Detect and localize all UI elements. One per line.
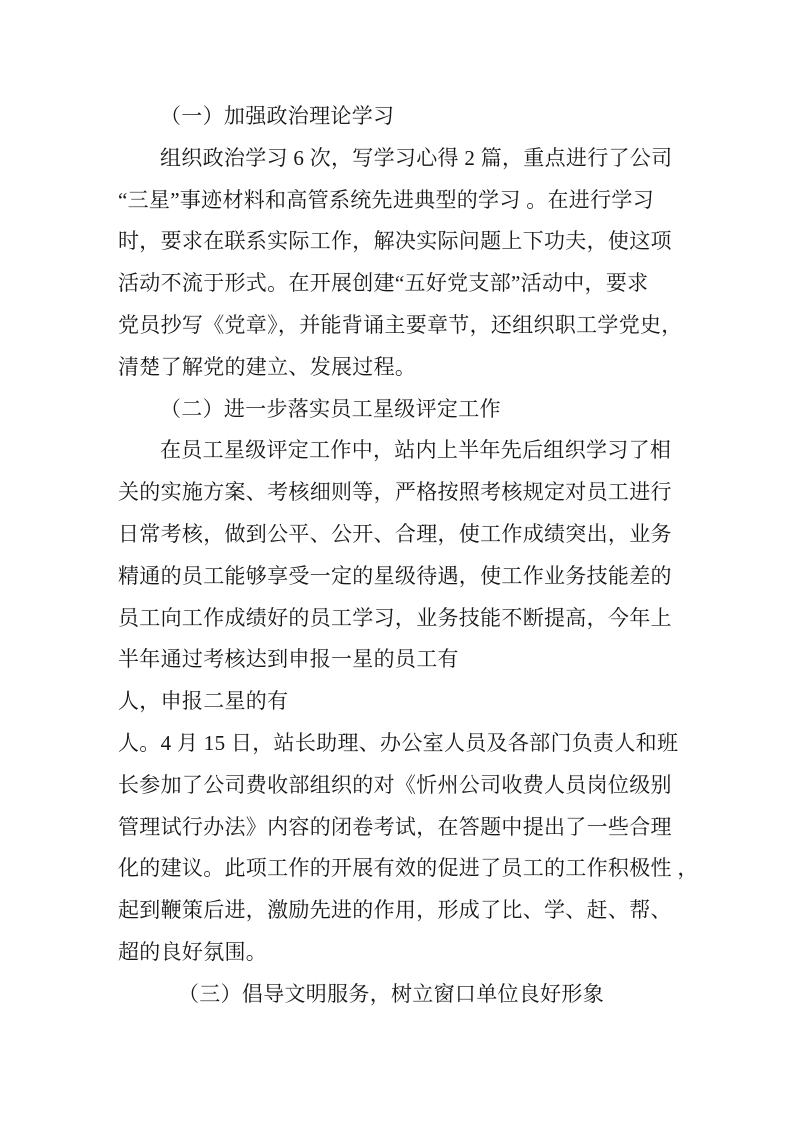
document-body [0, 96, 794, 1016]
paragraph-line: 清楚了解党的建立、发展过程。 [118, 354, 417, 379]
paragraph-line: 人。4 月 15 日，站长助理、办公室人员及各部门负责人和班 [118, 730, 679, 755]
section-heading: （二）进一步落实员工星级评定工作 [160, 396, 501, 421]
paragraph-line: 组织政治学习 6 次，写学习心得 2 篇，重点进行了公司 [160, 145, 673, 170]
section-1 [0, 96, 794, 389]
paragraph-line: 起到鞭策后进，激励先进的作用，形成了比、学、赶、帮、 [118, 898, 672, 923]
paragraph-line: 精通的员工能够享受一定的星级待遇，使工作业务技能差的 [118, 563, 672, 588]
section-heading: （一）加强政治理论学习 [160, 104, 395, 128]
paragraph-line: 党员抄写《党章》，并能背诵主要章节，还组织职工学党史， [118, 312, 683, 337]
section-3 [0, 974, 794, 1016]
paragraph-line: 关的实施方案、考核细则等，严格按照考核规定对员工进行 [118, 480, 672, 505]
paragraph-line: 化的建议。此项工作的开展有效的促进了员工的工作积极性 ， [118, 856, 699, 881]
paragraph-line: 半年通过考核达到申报一星的员工有 [118, 647, 459, 672]
paragraph-line: 时，要求在联系实际工作，解决实际问题上下功夫，使这项 [118, 229, 672, 254]
paragraph-line: 人，申报二星的有 [118, 689, 289, 714]
paragraph-line: 在员工星级评定工作中，站内上半年先后组织学习了相 [160, 438, 672, 463]
paragraph-line: 日常考核，做到公平、公开、合理，使工作成绩突出，业务 [118, 521, 672, 546]
paragraph-line: 员工向工作成绩好的员工学习，业务技能不断提高，今年上 [118, 605, 672, 630]
paragraph-line: “三星”事迹材料和高管系统先进典型的学习 。在进行学习 [118, 187, 654, 212]
paragraph-line: 管理试行办法》内容的闭卷考试，在答题中提出了一些合理 [118, 814, 672, 839]
section-heading: （三）倡导文明服务，树立窗口单位良好形象 [178, 981, 604, 1006]
paragraph-line: 活动不流于形式。在开展创建“五好党支部”活动中，要求 [118, 271, 649, 296]
section-2 [0, 389, 794, 974]
paragraph-line: 超的良好氛围。 [118, 939, 268, 964]
paragraph-line: 长参加了公司费收部组织的对《忻州公司收费人员岗位级别 [118, 772, 672, 797]
